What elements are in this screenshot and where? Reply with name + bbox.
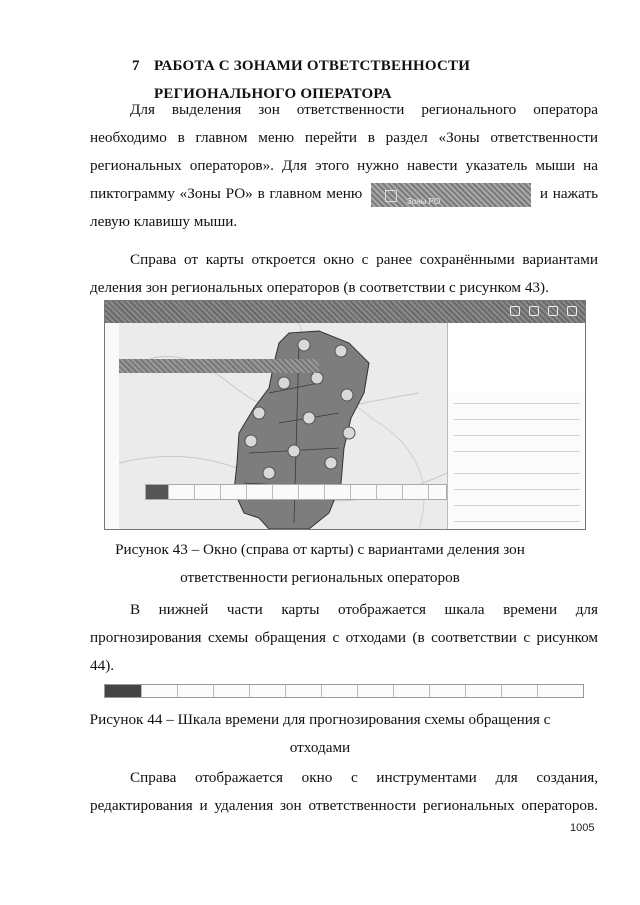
figure-43-screenshot bbox=[104, 300, 586, 530]
section-number: 7 bbox=[132, 58, 140, 74]
figure-44-caption-line2: отходами bbox=[289, 739, 351, 756]
user-icon bbox=[548, 306, 558, 316]
panel-header bbox=[448, 323, 586, 393]
figure-44-timeline bbox=[104, 678, 582, 696]
timeline-active-year bbox=[105, 685, 141, 697]
zones-icon bbox=[385, 190, 397, 202]
layer-panel-header bbox=[119, 359, 319, 373]
timeline-segment bbox=[402, 485, 429, 499]
timeline-segment bbox=[194, 485, 221, 499]
timeline-segment bbox=[272, 485, 299, 499]
zones-ro-menu-image bbox=[371, 183, 531, 207]
paragraph-1 bbox=[90, 96, 598, 236]
section-title-line1: РАБОТА С ЗОНАМИ ОТВЕТСТВЕННОСТИ bbox=[154, 58, 471, 74]
timeline-segment bbox=[376, 485, 403, 499]
timeline-segment bbox=[350, 485, 377, 499]
page-number: 1005 bbox=[570, 822, 595, 834]
timeline-segment bbox=[298, 485, 325, 499]
timeline-scale bbox=[104, 684, 584, 698]
paragraph-1-text-end: и нажать левую клавишу мыши. bbox=[90, 185, 599, 230]
exit-icon bbox=[567, 306, 577, 316]
figure-43-caption-line1: Рисунок 43 – Окно (справа от карты) с вариантами деления зон bbox=[115, 541, 525, 558]
paragraph-2: Справа от карты откроется окно с ранее сохранёнными вариантами деления зон региональных операторов (в соответствии с рисунком 43). bbox=[90, 251, 598, 296]
figure-44-caption-line1: Рисунок 44 – Шкала времени для прогнозирования схемы обращения с bbox=[89, 711, 551, 728]
map-left-toolbar bbox=[105, 323, 120, 529]
timeline-segment bbox=[220, 485, 247, 499]
settings-icon bbox=[529, 306, 539, 316]
figure-43-caption-line2: ответственности региональных операторов bbox=[180, 569, 460, 586]
paragraph-4: Справа отображается окно с инструментами для создания, редактирования и удаления зон ответственности региональных операторов. bbox=[90, 769, 598, 814]
map-timeline bbox=[145, 484, 447, 500]
toolbar-icons bbox=[510, 306, 577, 316]
timeline-active-year bbox=[146, 485, 169, 499]
menu-icon bbox=[510, 306, 520, 316]
app-toolbar bbox=[105, 301, 585, 323]
timeline-segment bbox=[246, 485, 273, 499]
paragraph-3: В нижней части карты отображается шкала времени для прогнозирования схемы обращения с отходами (в соответствии с рисунком 44). bbox=[90, 601, 598, 674]
section-title-line2: РЕГИОНАЛЬНОГО ОПЕРАТОРА bbox=[154, 86, 392, 102]
timeline-segment bbox=[324, 485, 351, 499]
ro-variants-panel bbox=[447, 323, 586, 529]
zones-ro-label: Зоны РО bbox=[407, 196, 441, 206]
timeline-segment bbox=[168, 485, 195, 499]
paragraph-1-text: Для выделения зон ответственности регионального оператора необходимо в главном меню перейти в раздел «Зоны ответственности региональных операторов». Для этого нужно навести указатель мыши на пиктограмму «Зоны РО» в главном меню bbox=[90, 101, 598, 202]
